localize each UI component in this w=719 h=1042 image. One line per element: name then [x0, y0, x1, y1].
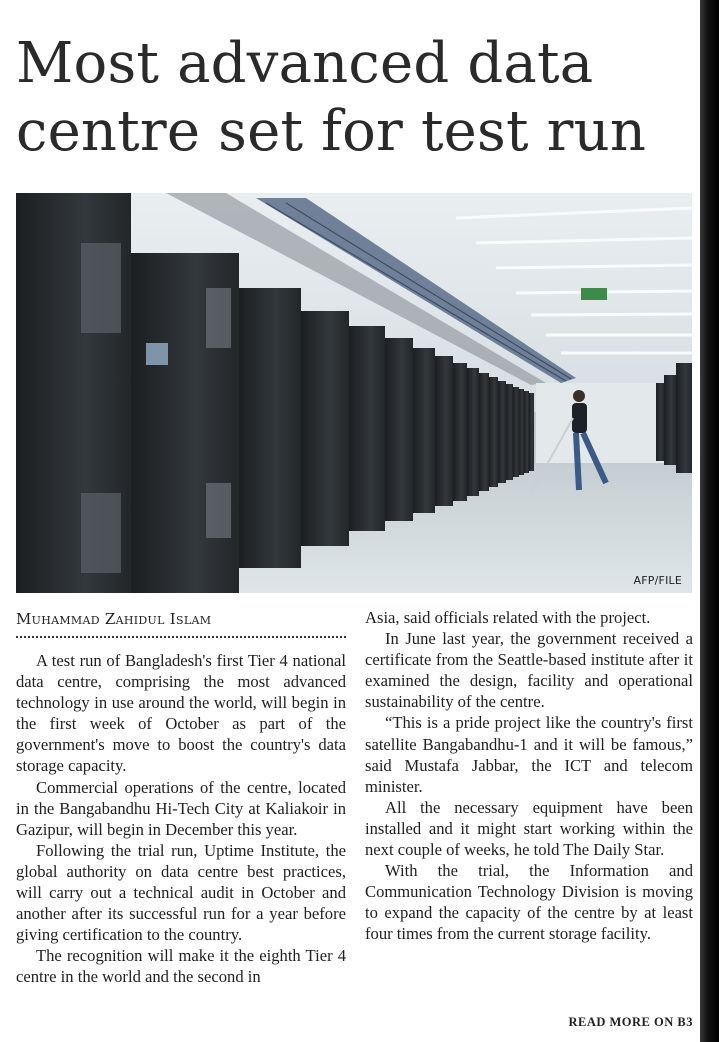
paragraph: Following the trial run, Uptime Institute, the global authority on data centre best practices, will carry out a technical audit in October and another after its successful run for a year before giving certification to the country. — [16, 840, 346, 945]
paragraph: A test run of Bangladesh's first Tier 4 national data centre, comprising the most advanced technology in use around the world, will begin in the first week of October as part of the government's move to boost the country's data storage capacity. — [16, 651, 346, 776]
paragraph: “This is a pride project like the country's first satellite Bangabandhu-1 and it will be famous,” said Mustafa Jabbar, the ICT and telecom minister. — [365, 713, 693, 796]
headline: Most advanced data centre set for test run — [16, 31, 647, 164]
paragraph: With the trial, the Information and Communication Technology Division is moving to expand the capacity of the centre by at least four times from the current storage facility. — [365, 861, 693, 944]
paragraph: Commercial operations of the centre, located in the Bangabandhu Hi-Tech City at Kaliakoir in Gazipur, will begin in December this year. — [16, 777, 346, 839]
paragraph: In June last year, the government received a certificate from the Seattle-based institute after it examined the design, facility and operational sustainability of the centre. — [365, 629, 693, 712]
paragraph-continuation: Asia, said officials related with the project. — [365, 608, 651, 627]
data-centre-photo — [16, 193, 692, 593]
server-hall-illustration — [16, 193, 692, 593]
article-column-right — [365, 607, 693, 945]
byline: Muhammad Zahidul Islam — [16, 610, 212, 628]
article-column-left — [16, 650, 346, 988]
read-more-link[interactable]: READ MORE ON B3 — [568, 1015, 693, 1029]
paragraph: All the necessary equipment have been installed and it might start working within the next couple of weeks, he told The Daily Star. — [365, 797, 693, 860]
photo-credit: AFP/FILE — [633, 574, 682, 587]
paragraph: The recognition will make it the eighth Tier 4 centre in the world and the second in — [16, 946, 346, 987]
byline-divider — [16, 636, 346, 638]
